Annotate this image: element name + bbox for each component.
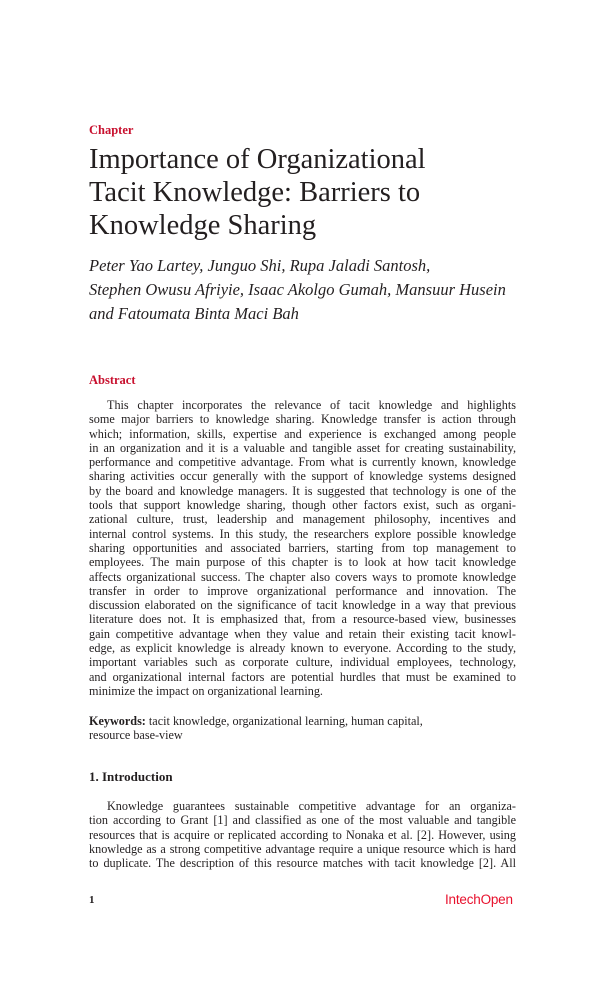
text-line: literature does not. It is emphasized that, from a resource-based view, businesses — [89, 612, 516, 627]
introduction-heading: 1. Introduction — [89, 769, 173, 784]
text-line: sharing opportunities and associated barriers, starting from top management to — [89, 540, 516, 555]
text-line: edge, as explicit knowledge is already known to everyone. According to the study, — [89, 641, 516, 656]
abstract-heading: Abstract — [89, 373, 136, 387]
keywords — [89, 714, 423, 743]
text-line: which; information, skills, expertise and experience is exchanged among people — [89, 426, 516, 441]
text-line: zational culture, trust, leadership and management philosophy, incentives and — [89, 512, 516, 527]
author-list — [89, 254, 506, 326]
text-line: resources that is acquire or replicated according to Nonaka et al. [2]. However, using — [89, 827, 516, 842]
intechopen-logo: IntechOpen — [445, 892, 513, 907]
abstract-paragraph — [89, 398, 516, 698]
keywords-label: Keywords: — [89, 714, 146, 728]
text-line: tion according to Grant [1] and classified as one of the most valuable and tangible — [89, 813, 516, 828]
text-line: This chapter incorporates the relevance of tacit knowledge and highlights — [107, 398, 516, 412]
title-line: Importance of Organizational — [89, 144, 426, 175]
text-line: gain competitive advantage when they value and retain their existing tacit knowl- — [89, 626, 516, 641]
text-line: Knowledge guarantees sustainable competitive advantage for an organiza- — [107, 799, 516, 813]
text-line: to duplicate. The description of this resource matches with tacit knowledge [2]. All — [89, 856, 516, 871]
text-line: some major barriers to knowledge sharing. Knowledge transfer is action through — [89, 412, 516, 427]
author-line: Stephen Owusu Afriyie, Isaac Akolgo Gumah, Mansuur Husein — [89, 280, 506, 299]
introduction-paragraph — [89, 799, 516, 870]
text-line: in an organization and it is a valuable and tangible asset for creating sustainability, — [89, 440, 516, 455]
text-line: discussion elaborated on the significance of tacit knowledge in a way that previous — [89, 598, 516, 613]
text-line: sharing activities occur generally with the support of knowledge systems designed — [89, 469, 516, 484]
title-line: Knowledge Sharing — [89, 210, 317, 241]
text-line: affects organizational success. The chapter also covers ways to promote knowledge — [89, 569, 516, 584]
text-line: minimize the impact on organizational learning. — [89, 683, 323, 698]
text-line: transfer in order to improve organizational performance and innovation. The — [89, 583, 516, 598]
text-line: tools that support knowledge sharing, though other factors exist, such as organi- — [89, 498, 516, 513]
text-line: performance and competitive advantage. From what is currently known, knowledge — [89, 455, 516, 470]
page-number: 1 — [89, 894, 95, 906]
author-line: Peter Yao Lartey, Junguo Shi, Rupa Jaladi Santosh, — [89, 256, 431, 275]
keywords-line: resource base-view — [89, 728, 183, 743]
keywords-line: Keywords: tacit knowledge, organizational learning, human capital, — [89, 714, 423, 728]
chapter-title — [89, 143, 426, 242]
author-line: and Fatoumata Binta Maci Bah — [89, 304, 299, 323]
text-line: internal control systems. In this study, the researchers explore possible knowledge — [89, 526, 516, 541]
text-line: and organizational internal factors are potential hurdles that must be examined to — [89, 669, 516, 684]
chapter-label: Chapter — [89, 123, 134, 137]
text-line: important variables such as corporate culture, individual employees, technology, — [89, 655, 516, 670]
title-line: Tacit Knowledge: Barriers to — [89, 177, 421, 208]
text-line: employees. The main purpose of this chapter is to look at how tacit knowledge — [89, 555, 516, 570]
text-line: knowledge as a strong competitive advantage require a unique resource which is hard — [89, 841, 516, 856]
text-line: by the board and knowledge managers. It is suggested that technology is one of the — [89, 483, 516, 498]
